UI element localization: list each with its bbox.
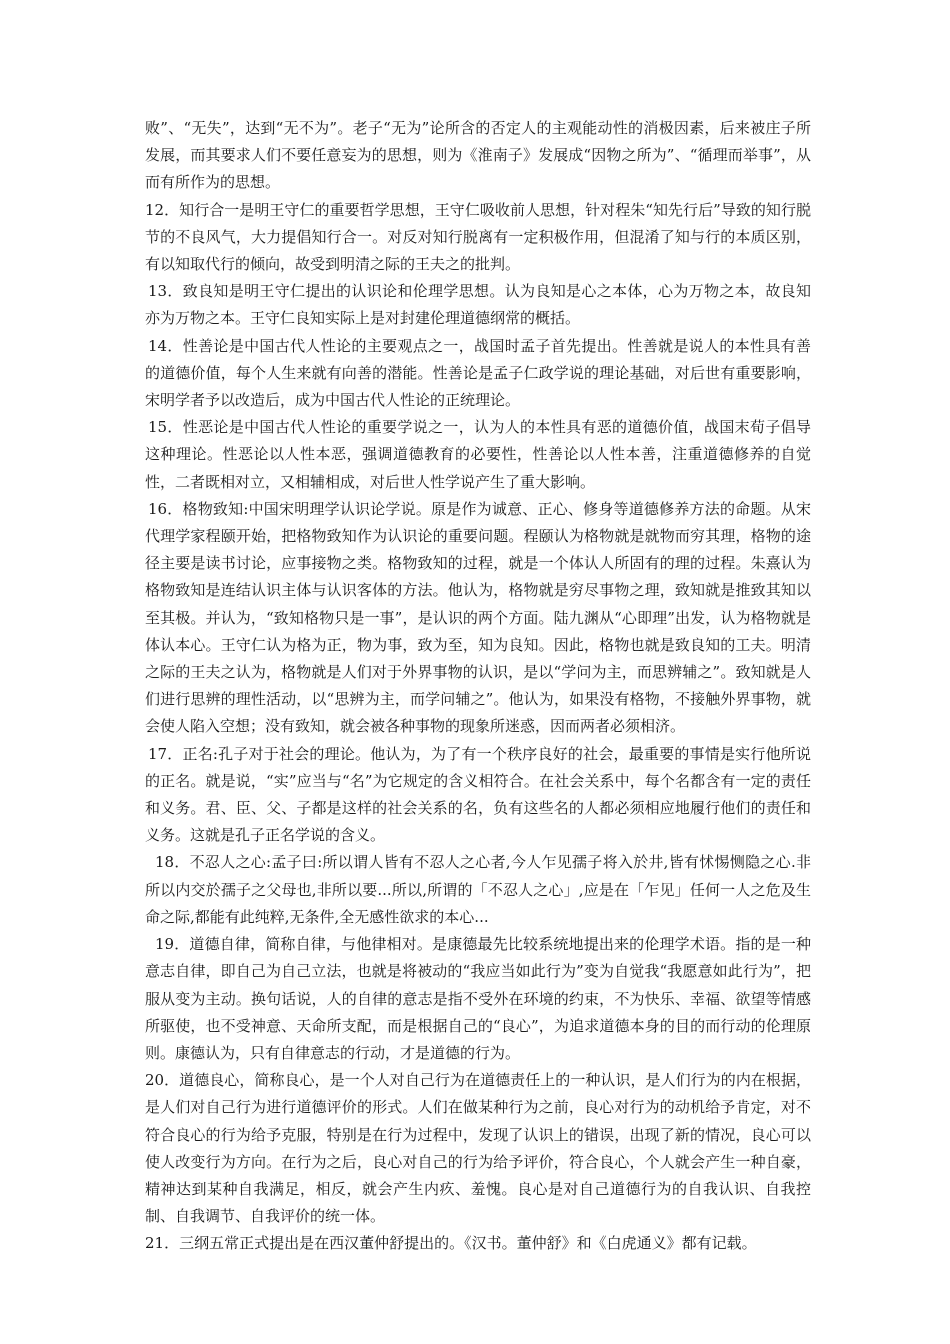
paragraph-16: 16．格物致知:中国宋明理学认识论学说。原是作为诚意、正心、修身等道德修养方法的命题。从宋代理学家程颐开始，把格物致知作为认识论的重要问题。程颐认为格物就是就物而穷其理，格物的途径主要是读书讨论，应事接物之类。格物致知的过程，就是一个体认人所固有的理的过程。朱熹认为格物致知是连结认识主体与认识客体的方法。他认为，格物就是穷尽事物之理，致知就是推致其知以至其极。并认为，“致知格物只是一事”，是认识的两个方面。陆九渊从“心即理”出发，认为格物就是体认本心。王守仁认为格为正，物为事，致为至，知为良知。因此，格物也就是致良知的工夫。明清之际的王夫之认为，格物就是人们对于外界事物的认识，是以“学问为主，而思辨辅之”。致知就是人们进行思辨的理性活动，以“思辨为主，而学问辅之”。他认为，如果没有格物，不接触外界事物，就会使人陷入空想；没有致知，就会被各种事物的现象所迷惑，因而两者必须相济。 — [145, 499, 811, 736]
paragraph-12: 12．知行合一是明王守仁的重要哲学思想，王守仁吸收前人思想，针对程朱“知先行后”导致的知行脱节的不良风气，大力提倡知行合一。对反对知行脱离有一定积极作用，但混淆了知与行的本质区别，有以知取代行的倾向，故受到明清之际的王夫之的批判。 — [145, 200, 811, 274]
paragraph-15: 15．性恶论是中国古代人性论的重要学说之一，认为人的本性具有恶的道德价值，战国末荀子倡导这种理论。性恶论以人性本恶，强调道德教育的必要性，性善论以人性本善，注重道德修养的自觉性，二者既相对立，又相辅相成，对后世人性学说产生了重大影响。 — [145, 418, 811, 491]
paragraph-14: 14．性善论是中国古代人性论的主要观点之一，战国时孟子首先提出。性善就是说人的本性具有善的道德价值，每个人生来就有向善的潜能。性善论是孟子仁政学说的理论基础，对后世有重要影响，宋明学者予以改造后，成为中国古代人性论的正统理论。 — [145, 336, 811, 410]
paragraph-11-continued: 败”、“无失”，达到“无不为”。老子“无为”论所含的否定人的主观能动性的消极因素，后来被庄子所发展，而其要求人们不要任意妄为的思想，则为《淮南子》发展成“因物之所为”、“循理而举事”，从而有所作为的思想。 — [145, 119, 811, 192]
paragraph-21: 21．三纲五常正式提出是在西汉董仲舒提出的。《汉书。董仲舒》和《白虎通义》都有记载。 — [145, 1234, 757, 1253]
paragraph-17: 17．正名:孔子对于社会的理论。他认为，为了有一个秩序良好的社会，最重要的事情是实行他所说的正名。就是说，“实”应当与“名”为它规定的含义相符合。在社会关系中，每个名都含有一定的责任和义务。君、臣、父、子都是这样的社会关系的名，负有这些名的人都必须相应地履行他们的责任和义务。这就是孔子正名学说的含义。 — [145, 744, 811, 845]
paragraph-20: 20．道德良心，简称良心，是一个人对自己行为在道德责任上的一种认识，是人们行为的内在根据，是人们对自己行为进行道德评价的形式。人们在做某种行为之前，良心对行为的动机给予肯定，对不符合良心的行为给予克服，特别是在行为过程中，发现了认识上的错误，出现了新的情况，良心可以使人改变行为方向。在行为之后，良心对自己的行为给予评价，符合良心，个人就会产生一种自豪，精神达到某种自我满足，相反，就会产生内疚、羞愧。良心是对自己道德行为的自我认识、自我控制、自我调节、自我评价的统一体。 — [145, 1071, 811, 1226]
paragraph-18: 18．不忍人之心:孟子曰:所以谓人皆有不忍人之心者,今人乍见孺子将入於井,皆有怵惕恻隐之心.非所以内交於孺子之父母也,非所以要...所以,所谓的「不忍人之心」,应是在「乍见」任何一人之危及生命之际,都能有此纯粹,无条件,全无感性欲求的本心... — [145, 853, 811, 926]
paragraph-19: 19．道德自律，简称自律，与他律相对。是康德最先比较系统地提出来的伦理学术语。指的是一种意志自律，即自己为自己立法，也就是将被动的“我应当如此行为”变为自觉我“我愿意如此行为”，把服从变为主动。换句话说，人的自律的意志是指不受外在环境的约束，不为快乐、幸福、欲望等情感所驱使，也不受神意、天命所支配，而是根据自己的“良心”，为追求道德本身的目的而行动的伦理原则。康德认为，只有自律意志的行动，才是道德的行为。 — [145, 935, 811, 1062]
document-body — [145, 115, 811, 1258]
paragraph-13: 13．致良知是明王守仁提出的认识论和伦理学思想。认为良知是心之本体，心为万物之本，故良知亦为万物之本。王守仁良知实际上是对封建伦理道德纲常的概括。 — [145, 282, 811, 328]
